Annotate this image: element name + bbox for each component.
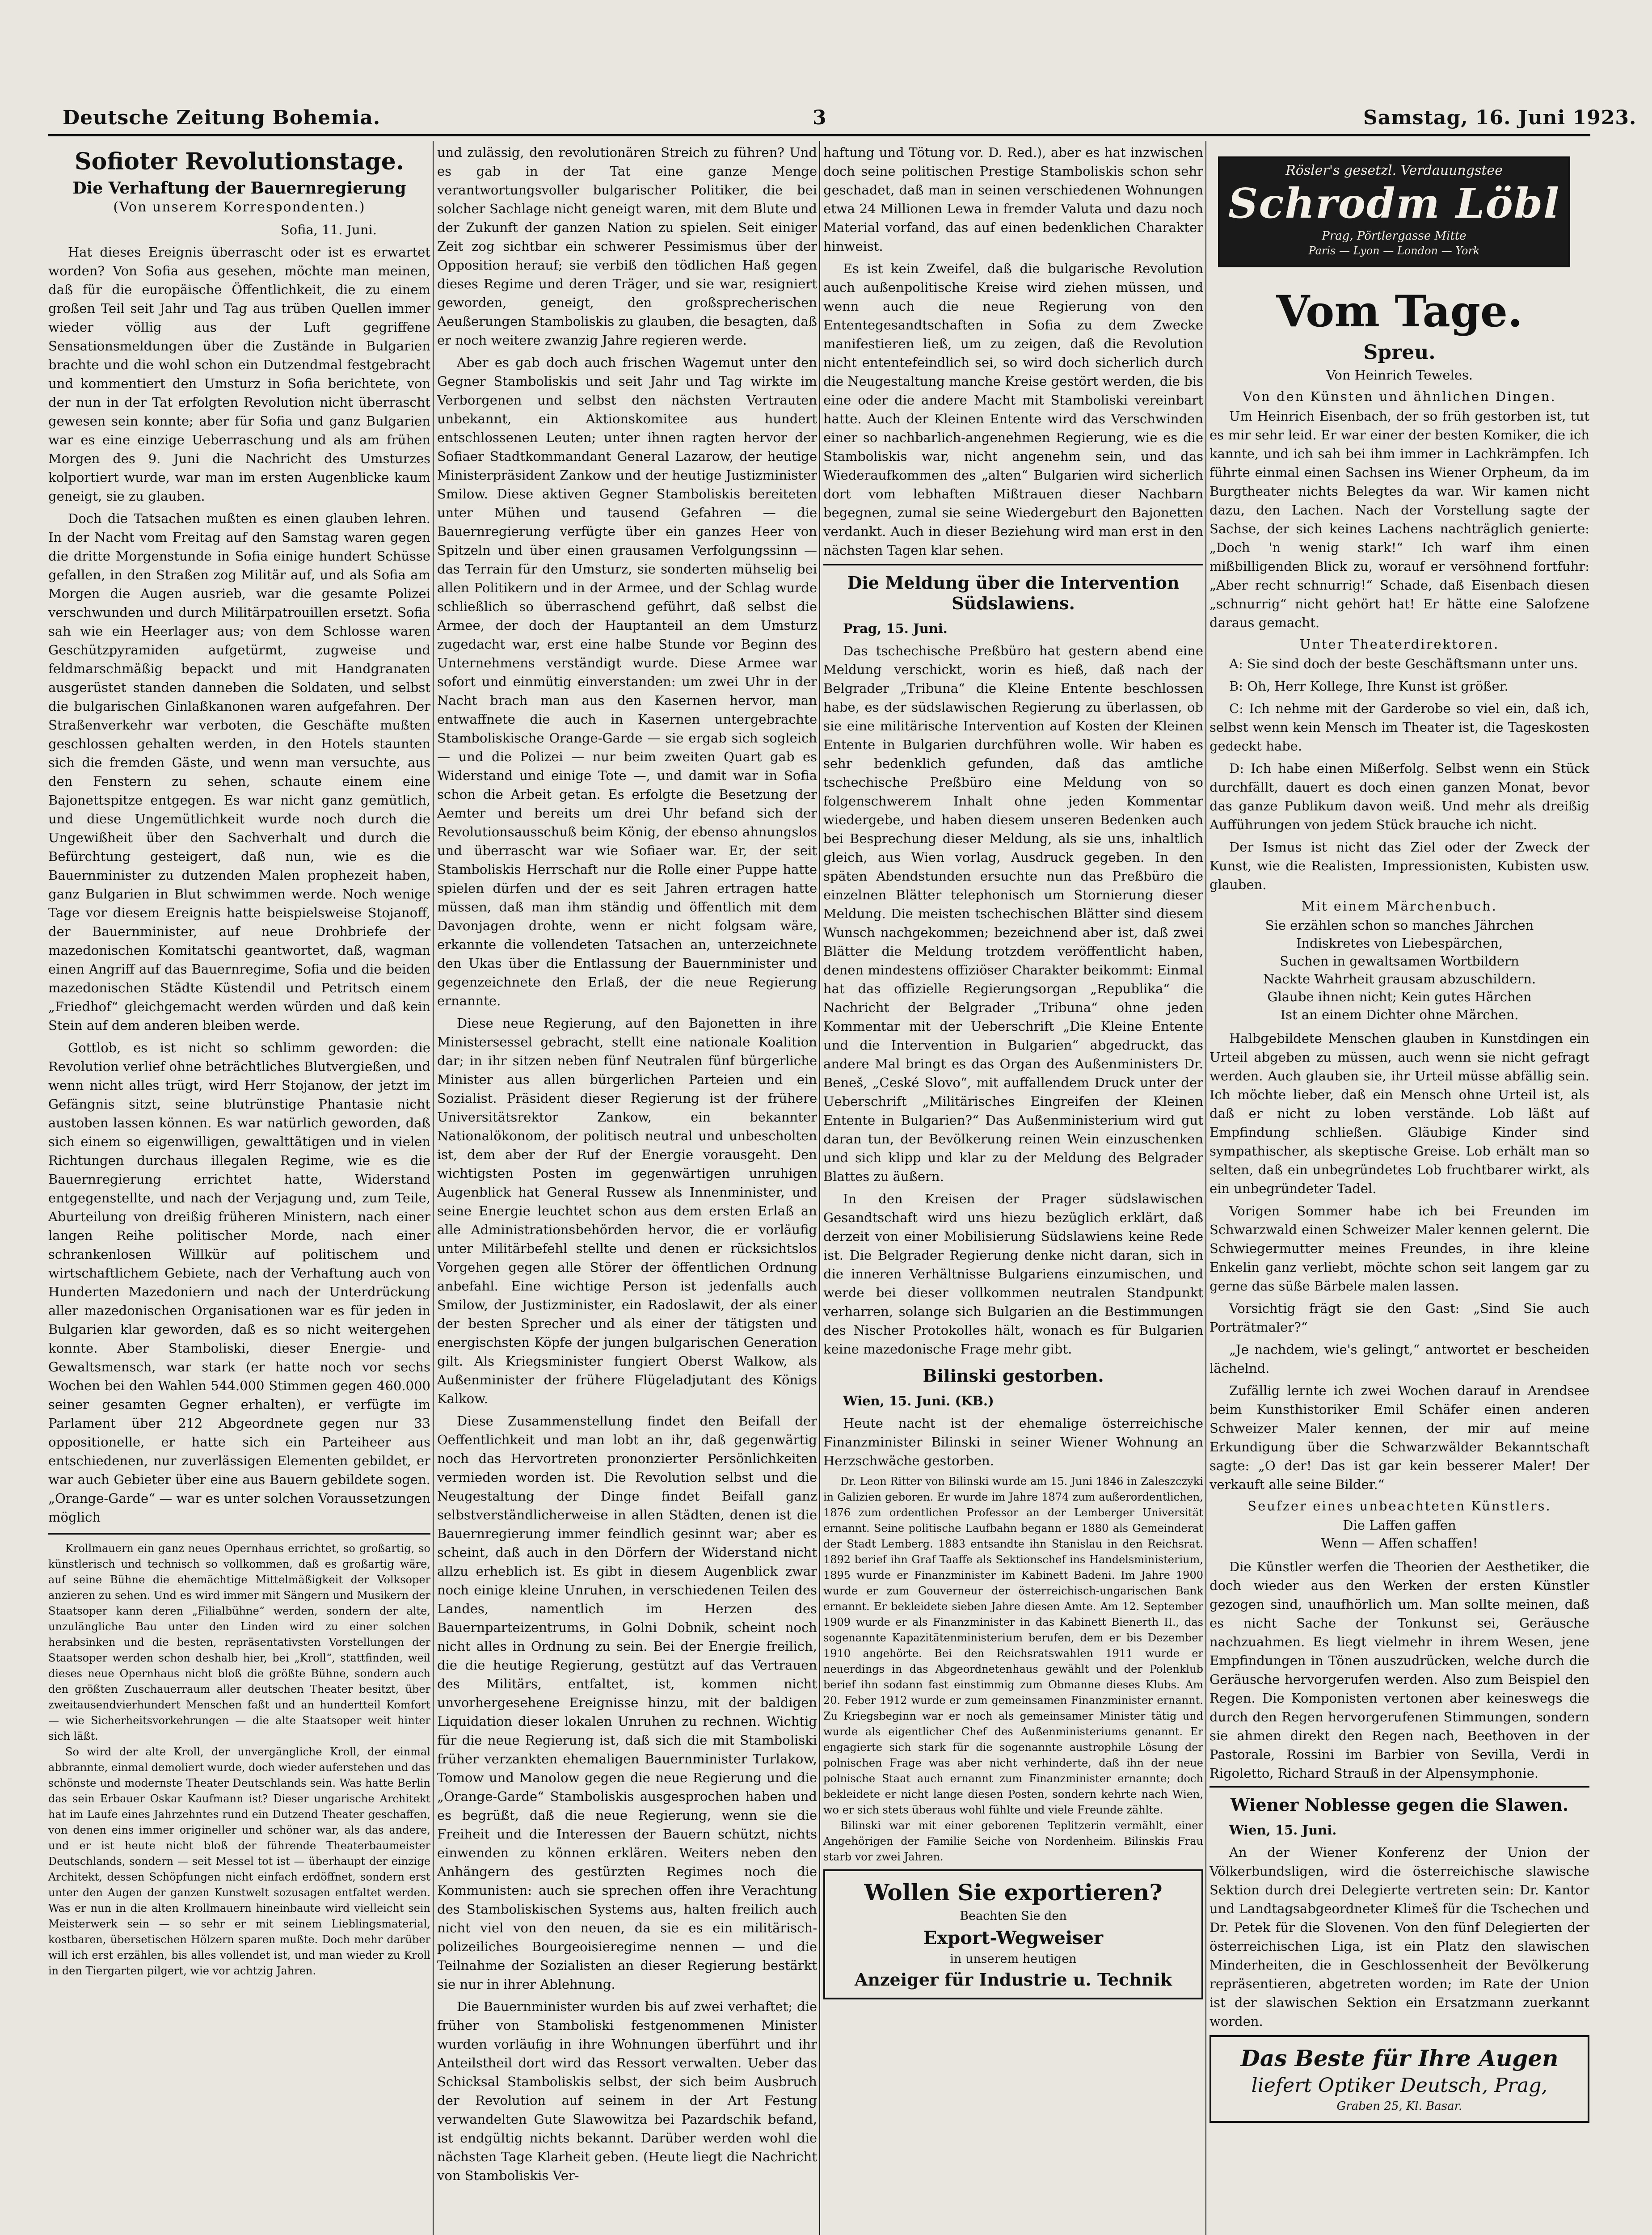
article-paragraph: Halbgebildete Menschen glauben in Kunstdingen ein Urteil abgeben zu müssen, auch wenn sie nicht gefragt werden. Auch glauben sie, ihr Urteil müsse abfällig sein. Ich möchte lieber, daß ein Mensch ohne Urteil ist, als daß er nicht zu loben verstände. Lob läßt auf Empfindung schließen. Gläubige Kinder sind sympathischer, als skeptische Greise. Lob erhält man so selten, daß ein unbegründetes Lob fruchtbarer wirkt, als ein unbegründeter Tadel. xyxy=(1210,1031,1589,1196)
article-paragraph: Diese neue Regierung, auf den Bajonetten in ihre Ministersessel gebracht, stellt eine nationale Koalition dar; in ihr sitzen neben fünf Neutralen fünf bürgerliche Minister aus allen bürgerlichen Parteien und ein Sozialist. Präsident dieser Regierung ist der frühere Universitätsrektor Zankow, ein bekannter Nationalökonom, der politisch neutral und unbescholten ist, dem aber der Ruf der Energie vorausgeht. Den wichtigsten Posten im gegenwärtigen unruhigen Augenblick hat General Russew als Innenminister, und seine Energie leuchtet schon aus dem ersten Erlaß an alle Administrationsbehörden hervor, die er vorläufig unter Militärbefehl stellte und denen er rücksichtslos Vorgehen gegen alle Störer der öffentlichen Ordnung anbefahl. Eine wichtige Person ist jedenfalls auch Smilow, der Justizminister, ein Radoslawit, der als einer der besten Sprecher und als einer der tätigsten und energischsten Köpfe der jungen bulgarischen Generation gilt. Als Kriegsminister fungiert Oberst Walkow, als Außenminister der frühere Flügeladjutant des Königs Kalkow. xyxy=(437,1016,817,1406)
article-headline-intervention: Die Meldung über die Intervention Südslawiens. xyxy=(847,573,1180,613)
column-4 xyxy=(1210,286,1589,2235)
column-2 xyxy=(437,143,817,2235)
article-paragraph: Hat dieses Ereignis überrascht oder ist es erwartet worden? Von Sofia aus gesehen, möchte man meinen, daß für die europäische Öffentlichkeit, die zu einem großen Teil seit Jahr und Tag aus trüben Quellen immer wieder völlig aus der Luft gegriffene Sensationsmeldungen über die Zustände in Bulgarien brachte und die wohl schon ein Dutzendmal festgebracht und kommentiert den Umsturz in Sofia berichtete, von der nun in der Tat erfolgten Revolution nicht überrascht gewesen sein konnte; aber für Sofia und ganz Bulgarien war es eine einzige Ueberraschung und als am frühen Morgen des 9. Juni die Nachricht des Umsturzes kolportiert wurde, war man im ersten Augenblicke kaum geneigt, sie zu glauben. xyxy=(48,245,430,504)
ad-line: Beachten Sie den xyxy=(960,1909,1067,1923)
article-paragraph: Heute nacht ist der ehemalige österreichische Finanzminister Bilinski in seiner Wiener Wohnung an Herzschwäche gestorben. xyxy=(823,1416,1203,1468)
dialog-line: B: Oh, Herr Kollege, Ihre Kunst ist größer. xyxy=(1229,679,1509,694)
article-dateline: Wien, 15. Juni. (KB.) xyxy=(843,1393,994,1408)
article-paragraph: Vorigen Sommer habe ich bei Freunden im Schwarzwald einen Schweizer Maler kennen gelernt. Die Schwiegermutter meines Freundes, in ihre kleine Enkelin ganz verliebt, möchte schon seit langem gar zu gerne das süße Bärbele malen lassen. xyxy=(1210,1203,1589,1294)
feuilleton-title: Spreu. xyxy=(1363,341,1436,364)
poem-line: Nackte Wahrheit grausam abzuschildern. xyxy=(1263,971,1536,987)
article-dateline: Wien, 15. Juni. xyxy=(1229,1822,1337,1838)
dialog-line: A: Sie sind doch der beste Geschäftsmann unter uns. xyxy=(1229,656,1578,671)
poem-line: Indiskretes von Liebespärchen, xyxy=(1296,936,1503,951)
logo-line: Paris — Lyon — London — York xyxy=(1308,245,1480,257)
poem-line: Die Laffen gaffen xyxy=(1343,1518,1456,1533)
ad-line: Graben 25, Kl. Basar. xyxy=(1336,2100,1462,2113)
article-paragraph: An der Wiener Konferenz der Union der Völkerbundsligen, wird die österreichische slawische Sektion durch drei Delegierte vertreten sein: Dr. Kantor und Landtagsabgeordneter Klimeš für die Tschechen und Dr. Petek für die Slovenen. Von den fünf Delegierten der österreichischen Liga, ist ein Platz den slawischen Minderheiten, die in Geschlossenheit der Bevölkerung repräsentieren, abgetreten worden; im Rate der Union ist der slawischen Sektion ein Ersatzmann zuerkannt worden. xyxy=(1210,1845,1589,2029)
article-paragraph: „Je nachdem, wie's gelingt,“ antwortet er bescheiden lächelnd. xyxy=(1210,1342,1589,1376)
article-paragraph: Doch die Tatsachen mußten es einen glauben lehren. In der Nacht vom Freitag auf den Samstag waren gegen die dritte Morgenstunde in Sofia einige hundert Schüsse gefallen, in den Straßen zog Militär auf, und als Sofia am Morgen die Augen ausrieb, war die gesamte Polizei verschwunden und durch Militärpatrouillen ersetzt. Sofia sah wie ein Heerlager aus; von dem Schlosse waren Geschützpyramiden aufgetürmt, zugweise und feldmarschmäßig bepackt und mit Handgranaten ausgerüstet standen danneben die Soldaten, und selbst die bulgarischen Ginlaßkanonen waren aufgefahren. Der Straßenverkehr war verboten, die Geschäfte mußten geschlossen gehalten werden, in den Hotels staunten sich die fremden Gäste, und wenn man versuchte, aus den Fenstern zu sehen, schaute einem eine Bajonettspitze entgegen. Es war nicht ganz gemütlich, und diese Ungemütlichkeit wurde noch durch die Ungewißheit über den Sachverhalt und durch die Befürchtung gesteigert, daß nun, wie es die Bauernminister zu dutzenden Malen prophezeit haben, ganz Bulgarien in Blut schwimmen werde. Noch wenige Tage vor diesem Ereignis hatte beispielsweise Stojanoff, der Bauernminister, auf neue Drohbriefe der mazedonischen Komitatschi geantwortet, daß, wagman einen Angriff auf das Bauernregime, Sofia und die beiden mazedonischen Städte Küstendil und Petritsch einem „Friedhof“ gleichgemacht werden würden und daß kein Stein auf dem anderen bleiben werde. xyxy=(48,511,430,1033)
newspaper-name: Deutsche Zeitung Bohemia. xyxy=(63,106,381,129)
column-1 xyxy=(48,143,430,2235)
feuilleton-author: Von Heinrich Teweles. xyxy=(1326,367,1473,383)
section-kicker: Unter Theaterdirektoren. xyxy=(1299,637,1500,652)
section-kicker: Seufzer eines unbeachteten Künstlers. xyxy=(1247,1498,1551,1514)
poem-line: Ist an einem Dichter ohne Märchen. xyxy=(1280,1007,1519,1022)
article-paragraph: Diese Zusammenstellung findet den Beifall der Oeffentlichkeit und man lobt an ihr, daß gegenwärtig noch das Hervortreten prononzierter Persönlichkeiten vermieden worden ist. Die Revolution selbst und die Neugestaltung der Dinge findet Beifall ganz selbstverständlicherweise in allen Städten, denen ist die Bauernregierung immer feindlich gesinnt war; aber es scheint, daß auch in den Dörfern der Widerstand nicht allzu erheblich ist. Es gibt in diesem Augenblick zwar noch einige kleine Unruhen, in verschiedenen Teilen des Landes, namentlich im Herzen des Bauernparteizentrums, in Golni Dobnik, scheint noch nicht alles in Ordnung zu sein. Bei der Energie freilich, die die heutige Regierung, gestützt auf das Vertrauen des Militärs, entfaltet, ist, kommen nicht unvorhergesehene Ereignisse hinzu, mit der baldigen Liquidation dieser lokalen Unruhen zu rechnen. Wichtig für die neue Regierung ist, daß sich die mit Stamboliski früher verzankten ehemaligen Bauernminister Turlakow, Tomow und Manolow gegen die neue Regierung und die „Orange-Garde“ Stamboliskis ausgesprochen haben und es begrüßt, daß die neue Regierung, wenn sie die Freiheit und die Interessen der Bauern schützt, nichts einwenden zu können erklären. Weiters neben den Anhängern des gestürzten Regimes noch die Kommunisten: auch sie sprechen offen ihre Verachtung des Stamboliskischen Systems aus, halten freilich auch nicht viel von den neuen, da sie es ein militärisch-polizeiliches Bourgeoisieregime nennen — und die Teilnahme der Sozialisten an dieser Regierung bestärkt sie nur in ihrer Ablehnung. xyxy=(437,1413,817,1992)
section-masthead: Vom Tage. xyxy=(1276,286,1523,337)
article-paragraph: Das tschechische Preßbüro hat gestern abend eine Meldung verschickt, worin es hieß, daß nach der Belgrader „Tribuna“ die Kleine Entente beschlossen habe, es der südslawischen Regierung zu überlassen, ob sie eine militärische Intervention auf Kosten der Kleinen Entente in Bulgarien durchführen wolle. Wir haben es sehr bedenklich gefunden, daß das amtliche tschechische Preßbüro eine Meldung von so folgenschwerem Inhalt ohne jeden Kommentar wiedergebe, und haben diesem unseren Bedenken auch bei Besprechung dieser Meldung, als sie uns, inhaltlich gleich, aus Wien vorlag, Ausdruck gegeben. In den späten Abendstunden ersuchte nun das Preßbüro die einzelnen Blätter telephonisch um Stornierung dieser Meldung. Die meisten tschechischen Blätter sind diesem Wunsch nachgekommen; bezeichnend aber ist, daß zwei Blätter die Meldung trotzdem veröffentlicht haben, denen mindestens offiziöser Charakter beikommt: Einmal hat das offizielle Regierungsorgan „Republika“ die Nachricht der Belgrader „Tribuna“ ohne jeden Kommentar mit der Ueberschrift „Die Kleine Entente und die Intervention in Bulgarien“ abgedruckt, das andere Mal bringt es das Organ des Außenministers Dr. Beneš, „Ceské Slovo“, mit auffallendem Druck unter der Ueberschrift „Militärisches Eingreifen der Kleinen Entente in Bulgarien?“ Das Außenministerium wird gut daran tun, der Bevölkerung reinen Wein einzuschenken und sich klipp und klar zu der Meldung des Belgrader Blattes zu äußern. xyxy=(823,643,1203,1184)
poem-line: Wenn — Affen schaffen! xyxy=(1321,1535,1478,1551)
article-paragraph: Die Künstler werfen die Theorien der Aesthetiker, die doch wieder aus den Werken der ersten Künstler gezogen sind, unaufhörlich um. Man sollte meinen, daß es nicht Sache der Tonkunst sei, Geräusche nachzuahmen. Es liegt vielmehr in ihrem Wesen, jene Empfindungen in Tönen auszudrücken, welche durch die Geräusche hervorgerufen werden. Also zum Beispiel den Regen. Die Komponisten vertonen aber keineswegs die durch den Regen hervorgerufenen Stimmungen, sondern sie ahmen direkt den Regen nach, Beethoven in der Pastorale, Rossini im Barbier von Sevilla, Verdi in Rigoletto, Richard Strauß in der Alpensymphonie. xyxy=(1210,1559,1589,1781)
article-paragraph: und zulässig, den revolutionären Streich zu führen? Und es gab in der Tat eine ganze Menge verantwortungsvoller bulgarischer Politiker, die bei solcher Sachlage nicht geneigt waren, mit dem Blute und der Zukunft der ganzen Nation zu spielen. Seit einiger Zeit zog sichtbar ein schwerer Pessimismus über der Opposition herauf; sie verbiß den tödlichen Haß gegen dieses Regime und deren Träger, und sie war, resigniert geworden, geneigt, den großsprecherischen Aeußerungen Stamboliskis zu glauben, die besagten, daß er noch weitere zwanzig Jahre regieren werde. xyxy=(437,145,817,348)
ad-title: Wollen Sie exportieren? xyxy=(864,1879,1163,1906)
logo-brand: Schrodm Löbl xyxy=(1228,179,1560,228)
article-paragraph: Aber es gab doch auch frischen Wagemut unter den Gegner Stamboliskis und seit Jahr und Tag wirkte im Verborgenen und selbst den nächsten Vertrauten unbekannt, ein Aktionskomitee aus hundert entschlossenen Leuten; unter ihnen ragten hervor der Sofiaer Stadtkommandant General Lazarow, der heutige Ministerpräsident Zankow und der heutige Justizminister Smilow. Diese aktiven Gegner Stamboliskis bereiteten unter Mühen und tausend Gefahren — die Bauernregierung verfügte über ein ganzes Heer von Spitzeln und über einen grausamen Verfolgungssinn — das Terrain für den Umsturz, sie sonderten mühselig bei allen Politikern und in der Armee, und der Schlag wurde schließlich so überraschend geführt, daß selbst die Armee, der doch der Hauptanteil an dem Umsturz zugedacht war, erst eine halbe Stunde vor Beginn des Unternehmens verständigt wurde. Diese Armee war sofort und einmütig einverstanden: um zwei Uhr in der Nacht brach man aus den Kasernen hervor, man entwaffnete die auch in Kasernen untergebrachte Stamboliskische Orange-Garde — sie ergab sich sogleich — und die Polizei — nur beim zweiten Quart gab es Widerstand und einige Tote —, und damit war in Sofia schon die Arbeit getan. Es erfolgte die Besetzung der Aemter und bereits um drei Uhr befand sich der Revolutionsausschuß beim König, der ebenso ahnungslos und überrascht war wie Sofiaer war. Er, der seit Stamboliskis Herrschaft nur die Rolle einer Puppe hatte spielen dürfen und der es seit Jahren ertragen hatte müssen, daß man ihm ständig und öffentlich mit dem Davonjagen drohte, wenn er nicht folgsam wäre, erkannte die vollendeten Tatsachen an, unterzeichnete den Ukas über die Entlassung der Bauernminister und gegenzeichnete den Erlaß, der die neue Regierung ernannte. xyxy=(437,355,817,1008)
article-paragraph: Gottlob, es ist nicht so schlimm geworden: die Revolution verlief ohne beträchtliches Blutvergießen, und wenn nicht alles trügt, wird Herr Stojanow, der jetzt im Gefängnis sitzt, seine blutrünstige Phantasie nicht austoben lassen können. Es war natürlich geworden, daß sich einem so eigenwilligen, gewalttätigen und in vielen Richtungen durchaus illegalen Regime, wie es die Bauernregierung errichtet hatte, Widerstand entgegenstellte, und nach der Verjagung und, zum Teile, Aburteilung von dreißig früheren Ministern, nach einer langen Reihe politischer Morde, nach einer schrankenlosen Willkür auf politischem und wirtschaftlichem Gebiete, nach der Verhaftung auch von Hunderten Mazedoniern und nach der Unterdrückung aller mazedonischen Organisationen war es für jeden in Bulgarien klar geworden, daß es so nicht weitergehen konnte. Aber Stamboliski, dieser Energie- und Gewaltsmensch, war stark (er hatte noch vor sechs Wochen bei den Wahlen 544.000 Stimmen gegen 460.000 seiner gesamten Gegner erhalten), er verfügte im Parlament über 212 Abgeordnete gegen nur 33 oppositionelle, er hatte sich ein Parteiheer aus entschiedenen, nur zuverlässigen Elementen gebildet, er war auch Gebieter über eine aus Bauern gebildete sogen. „Orange-Garde“ — war es unter solchen Voraussetzungen möglich xyxy=(48,1040,430,1525)
ad-title: Das Beste für Ihre Augen xyxy=(1240,2045,1559,2071)
export-advertisement xyxy=(823,1869,1203,1999)
ad-headline: Anzeiger für Industrie u. Technik xyxy=(854,1969,1172,1990)
ad-line: in unserem heutigen xyxy=(950,1952,1077,1966)
column-rule-2 xyxy=(819,141,820,2235)
column-rule-3 xyxy=(1205,141,1206,2235)
feuilleton-paragraph: Krollmauern ein ganz neues Opernhaus errichtet, so großartig, so künstlerisch und technisch so vollkommen, daß es großartig wäre, auf seine Bühne die ehemächtige Mittelmäßigkeit der Volksoper anzieren zu sehen. Und es wird immer mit Sängern und Musikern der Staatsoper kann deren „Filialbühne“ werden, sondern der alte, unzulängliche Bau unter den Linden wird zu einer solchen herabsinken und die besten, repräsentativsten Vorstellungen der Staatsoper werden schon deshalb hier, bei „Kroll“, stattfinden, weil dieses neue Opernhaus nicht bloß die größte Bühne, sondern auch den größten Zuschauerraum aller deutschen Theater besitzt, über zweitausendvierhundert Menschen faßt und an hundertteil Komfort — wie Sicherheitsvorkehrungen — die alte Staatsoper weit hinter sich läßt. xyxy=(48,1542,430,1742)
ad-headline: Export-Wegweiser xyxy=(923,1927,1104,1948)
section-rule xyxy=(823,564,1203,565)
article-subhead: Die Verhaftung der Bauernregierung xyxy=(72,179,406,198)
optician-advertisement xyxy=(1210,2035,1589,2123)
dialog-line: D: Ich habe einen Mißerfolg. Selbst wenn ein Stück durchfällt, dauert es doch einen ganzen Monat, bevor das ganze Publikum davon weiß. Und mehr als dreißig Aufführungen von jedem Stück brauche ich nicht. xyxy=(1210,761,1589,832)
article-paragraph: haftung und Tötung vor. D. Red.), aber es hat inzwischen doch seine politischen Prestige Stamboliskis schon sehr geschadet, daß man in seinen verschiedenen Wohnungen etwa 24 Millionen Lewa in fremder Valuta und dazu noch Material vorfand, das auf einen bedenklichen Charakter hinweist. xyxy=(823,145,1203,254)
article-paragraph: Der Ismus ist nicht das Ziel oder der Zweck der Kunst, wie die Realisten, Impressionisten, Kubisten usw. glauben. xyxy=(1210,839,1589,892)
poem-line: Sie erzählen schon so manches Jährchen xyxy=(1265,918,1534,933)
dialog-line: C: Ich nehme mit der Garderobe so viel ein, daß ich, selbst wenn kein Mensch im Theater ist, die Tageskosten gedeckt habe. xyxy=(1210,701,1589,754)
feuilleton-rule xyxy=(48,1533,430,1535)
page-number: 3 xyxy=(813,106,827,129)
article-paragraph: Zufällig lernte ich zwei Wochen darauf in Arendsee beim Kunsthistoriker Emil Schäfer einen anderen Schweizer Maler kennen, der mir auf meine Erkundigung über die Schwarzwälder Bekanntschaft sagte: „O der! Das ist gar kein besserer Maler! Der verkauft alle seine Bilder.“ xyxy=(1210,1383,1589,1492)
feuilleton-paragraph: So wird der alte Kroll, der unvergängliche Kroll, der einmal abbrannte, einmal demoliert wurde, doch wieder auferstehen und das schönste und modernste Theater Deutschlands sein. Was hatte Berlin das sein Erbauer Oskar Kaufmann ist? Dieser ungarische Architekt hat im Laufe eines Jahrzehntes rund ein Dutzend Theater geschaffen, von denen eins immer origineller und schöner war, als das andere, und er ist heute nicht bloß der führende Theaterbaumeister Deutschlands, sondern — seit Messel tot ist — überhaupt der einzige Architekt, dessen Schöpfungen nicht einfach erdöffnet, sondern erst unter den Augen der ganzen Kunstwelt sozusagen entfaltet werden. Was er nun in die alten Krollmauern hineinbaute wird vielleicht sein Meisterwerk sein — so sehr er mit seinem Lieblingsmaterial, kostbaren, übersetischen Hölzern sparen mußte. Doch mehr darüber will ich erst erzählen, bis alles vollendet ist, und man wieder zu Kroll in den Tiergarten pilgert, wie vor achtzig Jahren. xyxy=(48,1746,430,1977)
issue-date: Samstag, 16. Juni 1923. xyxy=(1363,106,1637,129)
logo-line: Rösler's gesetzl. Verdauungstee xyxy=(1285,163,1503,178)
obituary-paragraph: Dr. Leon Ritter von Bilinski wurde am 15. Juni 1846 in Zaleszczyki in Galizien geboren. Er wurde im Jahre 1874 zum außerordentlichen, 1876 zum ordentlichen Professor an der Lemberger Universität ernannt. Seine politische Laufbahn begann er 1880 als Gemeinderat der Stadt Lemberg. 1883 entsandte ihn Stanislau in den Reichsrat. 1892 berief ihn Graf Taaffe als Sektionschef ins Handelsministerium, 1895 wurde er Finanzminister im Kabinett Badeni. Im Jahre 1900 wurde er zum Gouverneur der österreichisch-ungarischen Bank ernannt. Er bekleidete sieben Jahre diesen Amte. Am 12. September 1909 wurde er als Finanzminister in das Kabinett Bienerth II., das sogenannte Kapazitätenministerium berufen, dem er bis Dezember 1910 angehörte. Bei den Reichsratswahlen 1911 wurde er neuerdings in das Abgeordnetenhaus gewählt und der Polenklub berief ihn sodann fast einstimmig zum Obmanne dieses Klubs. Am 20. Feber 1912 wurde er zum gemeinsamen Finanzminister ernannt. Zu Kriegsbeginn war er noch als gemeinsamer Minister tätig und wurde als eigentlicher Chef des Außenministeriums genannt. Er engagierte sich stark für die sogenannte austrophile Lösung der polnischen Frage was aber nicht verhinderte, daß ihn der neue polnische Staat auch ernannt zum Finanzminister ernannte; doch bekleidete er nicht lange diesen Posten, sondern kehrte nach Wien, wo er sich stets überaus wohl fühlte und viele Freunde zählte. xyxy=(823,1475,1203,1816)
article-paragraph: In den Kreisen der Prager südslawischen Gesandtschaft wird uns hiezu bezüglich erklärt, daß derzeit von einer Mobilisierung Südslawiens keine Rede ist. Die Belgrader Regierung denke nicht daran, sich in die inneren Verhältnisse Bulgariens einzumischen, und werde bei dieser vollkommen neutralen Standpunkt verharren, solange sich Bulgarien an die Bestimmungen des Nischer Protokolles hält, wonach es für Bulgarien keine mazedonische Frage mehr gibt. xyxy=(823,1191,1203,1357)
section-kicker: Mit einem Märchenbuch. xyxy=(1302,898,1497,914)
article-paragraph: Um Heinrich Eisenbach, der so früh gestorben ist, tut es mir sehr leid. Er war einer der besten Komiker, die ich kannte, und ich sah bei ihm immer in Lachkrämpfen. Ich führte einmal einen Sachsen ins Wiener Orpheum, da im Burgtheater nichts Belegtes da war. Wir kamen nicht dazu, den Lachen. Nach der Vorstellung sagte der Sachse, der sich keines Lachens nachträglich genierte: „Doch 'n wenig stark!“ Ich warf ihm einen mißbilligenden Blick zu, worauf er versöhnend fortfuhr: „Aber recht schnurrig!“ Schade, daß Eisenbach diesen „schnurrig“ nicht gehört hat! Er hätte eine Salofzene daraus gemacht. xyxy=(1210,409,1589,630)
header-rule xyxy=(48,134,1590,136)
logo-line: Prag, Pörtlergasse Mitte xyxy=(1322,229,1467,243)
article-paragraph: Die Bauernminister wurden bis auf zwei verhaftet; die früher von Stamboliski festgenommenen Minister wurden vorläufig in ihre Wohnungen überführt und ihr Anteilstheil dort wird das Ressort verwalten. Ueber das Schicksal Stamboliskis selbst, der sich beim Ausbruch der Revolution auf seinem in der Art Festung verwandelten Gute Slawowitza bei Pazardschik befand, ist endgültig nichts bekannt. Darüber werden wohl die nächsten Tage Klarheit geben. (Heute liegt die Nachricht von Stamboliskis Ver- xyxy=(437,1999,817,2183)
column-rule-1 xyxy=(433,141,434,2235)
ad-line: liefert Optiker Deutsch, Prag, xyxy=(1251,2074,1548,2097)
poem xyxy=(1210,1516,1589,1552)
poem-line: Suchen in gewaltsamen Wortbildern xyxy=(1280,953,1519,969)
article-paragraph: Vorsichtig frägt sie den Gast: „Sind Sie auch Porträtmaler?“ xyxy=(1210,1301,1589,1335)
article-dateline: Prag, 15. Juni. xyxy=(843,621,948,636)
column-3 xyxy=(823,143,1203,2235)
section-rule xyxy=(1210,1786,1589,1788)
poem xyxy=(1210,916,1589,1024)
article-headline-bilinski: Bilinski gestorben. xyxy=(923,1366,1104,1386)
article-dateline: Sofia, 11. Juni. xyxy=(280,222,377,237)
article-headline-sofia: Sofioter Revolutionstage. xyxy=(75,148,404,175)
feuilleton-subtitle: Von den Künsten und ähnlichen Dingen. xyxy=(1243,389,1556,404)
poem-line: Glaube ihnen nicht; Kein gutes Härchen xyxy=(1267,989,1532,1004)
article-byline: (Von unserem Korrespondenten.) xyxy=(113,199,366,215)
article-paragraph: Es ist kein Zweifel, daß die bulgarische Revolution auch außenpolitische Kreise wird ziehen müssen, und wenn auch die neue Regierung von den Ententegesandtschaften in Sofia zu dem Zwecke manifestieren ließ, um zu zeigen, daß die Revolution nicht ententefeindlich sei, so wird doch sicherlich durch die Neugestaltung manche Kreise gestört werden, die bis eine oder die andere Macht mit Stamboliski vereinbart hatte. Auch der Kleinen Entente wird das Verschwinden einer so nachbarlich-angenehmen Regierung, wie es die Stamboliskis war, nicht angenehm sein, und das Wiederaufkommen des „alten“ Bulgarien wird sicherlich dort vom lebhaften Mißtrauen dieser Nachbarn begegnen, zumal sie seine Wiedergeburt den Bajonetten verdankt. Auch in dieser Beziehung wird man erst in den nächsten Tagen klar sehen. xyxy=(823,261,1203,558)
brand-logo-advertisement xyxy=(1218,156,1570,267)
obituary-paragraph: Bilinski war mit einer geborenen Teplitzerin vermählt, einer Angehörigen der Familie Seiche von Nordenheim. Bilinskis Frau starb vor zwei Jahren. xyxy=(823,1819,1203,1863)
article-headline-noblesse: Wiener Noblesse gegen die Slawen. xyxy=(1230,1795,1569,1815)
